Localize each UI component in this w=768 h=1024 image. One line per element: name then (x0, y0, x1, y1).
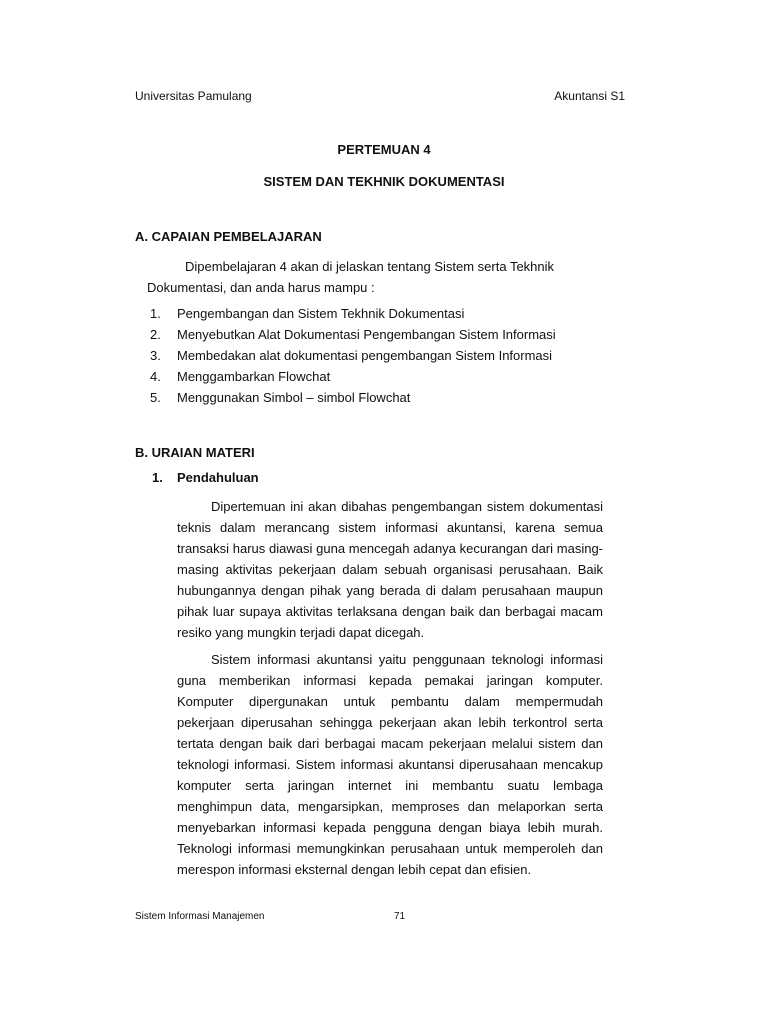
list-item (150, 345, 556, 366)
paragraph-2 (177, 649, 603, 880)
paragraph-2-text: Sistem informasi akuntansi yaitu penggunaan teknologi informasi guna memberikan informasi kepada pemakai jaringan komputer. Komputer dipergunakan untuk pembantu dalam mempermudah pekerjaan diperusahan sehingga pekerjaan akan lebih terkontrol serta tertata dengan baik dari berbagai macam pekerjaan melalui sistem dan teknologi informasi. Sistem informasi akuntansi diperusahaan mencakup komputer serta jaringan internet ini membantu suatu lembaga menghimpun data, mengarsipkan, memproses dan melaporkan serta menyebarkan informasi kepada pengguna dengan biaya lebih murah. Teknologi informasi memungkinkan perusahaan untuk memperoleh dan merespon informasi eksternal dengan lebih cepat dan efisien. (177, 652, 603, 877)
subsection-title: Pendahuluan (177, 470, 259, 485)
section-a-intro (147, 256, 627, 298)
section-a-heading: A. CAPAIAN PEMBELAJARAN (135, 229, 322, 244)
list-item-number: 3. (150, 348, 161, 363)
list-item-number: 1. (150, 306, 161, 321)
page-subtitle: SISTEM DAN TEKHNIK DOKUMENTASI (263, 174, 505, 189)
list-item (150, 324, 556, 345)
page-title: PERTEMUAN 4 (337, 142, 431, 157)
list-item (150, 387, 556, 408)
list-item-text: Membedakan alat dokumentasi pengembangan Sistem Informasi (177, 348, 553, 363)
page-number: 71 (394, 911, 406, 922)
intro-line-1: Dipembelajaran 4 akan di jelaskan tentang Sistem serta Tekhnik (185, 259, 555, 274)
subsection-number: 1. (152, 470, 163, 485)
list-item (150, 366, 556, 387)
list-item-number: 2. (150, 327, 161, 342)
subsection-heading (152, 470, 259, 485)
header-institution: Universitas Pamulang (135, 89, 252, 103)
footer-course: Sistem Informasi Manajemen (135, 911, 265, 922)
header-program: Akuntansi S1 (554, 89, 625, 103)
list-item-number: 5. (150, 390, 161, 405)
intro-line-2: Dokumentasi, dan anda harus mampu : (147, 280, 375, 295)
list-item-text: Menggunakan Simbol – simbol Flowchat (177, 390, 411, 405)
list-item (150, 303, 556, 324)
list-item-number: 4. (150, 369, 161, 384)
learning-goals-list (150, 303, 556, 408)
list-item-text: Menggambarkan Flowchat (177, 369, 331, 384)
section-b-heading: B. URAIAN MATERI (135, 445, 255, 460)
list-item-text: Menyebutkan Alat Dokumentasi Pengembangan Sistem Informasi (177, 327, 556, 342)
list-item-text: Pengembangan dan Sistem Tekhnik Dokumentasi (177, 306, 465, 321)
paragraph-1 (177, 496, 603, 643)
paragraph-1-text: Dipertemuan ini akan dibahas pengembangan sistem dokumentasi teknis dalam merancang sistem informasi akuntansi, karena semua transaksi harus diawasi guna mencegah adanya kecurangan dari masing-masing aktivitas pekerjaan dalam sebuah organisasi perusahaan. Baik hubungannya dengan pihak yang berada di dalam perusahaan maupun pihak luar supaya aktivitas terlaksana dengan baik dan berbagai macam resiko yang mungkin terjadi dapat dicegah. (177, 499, 603, 640)
